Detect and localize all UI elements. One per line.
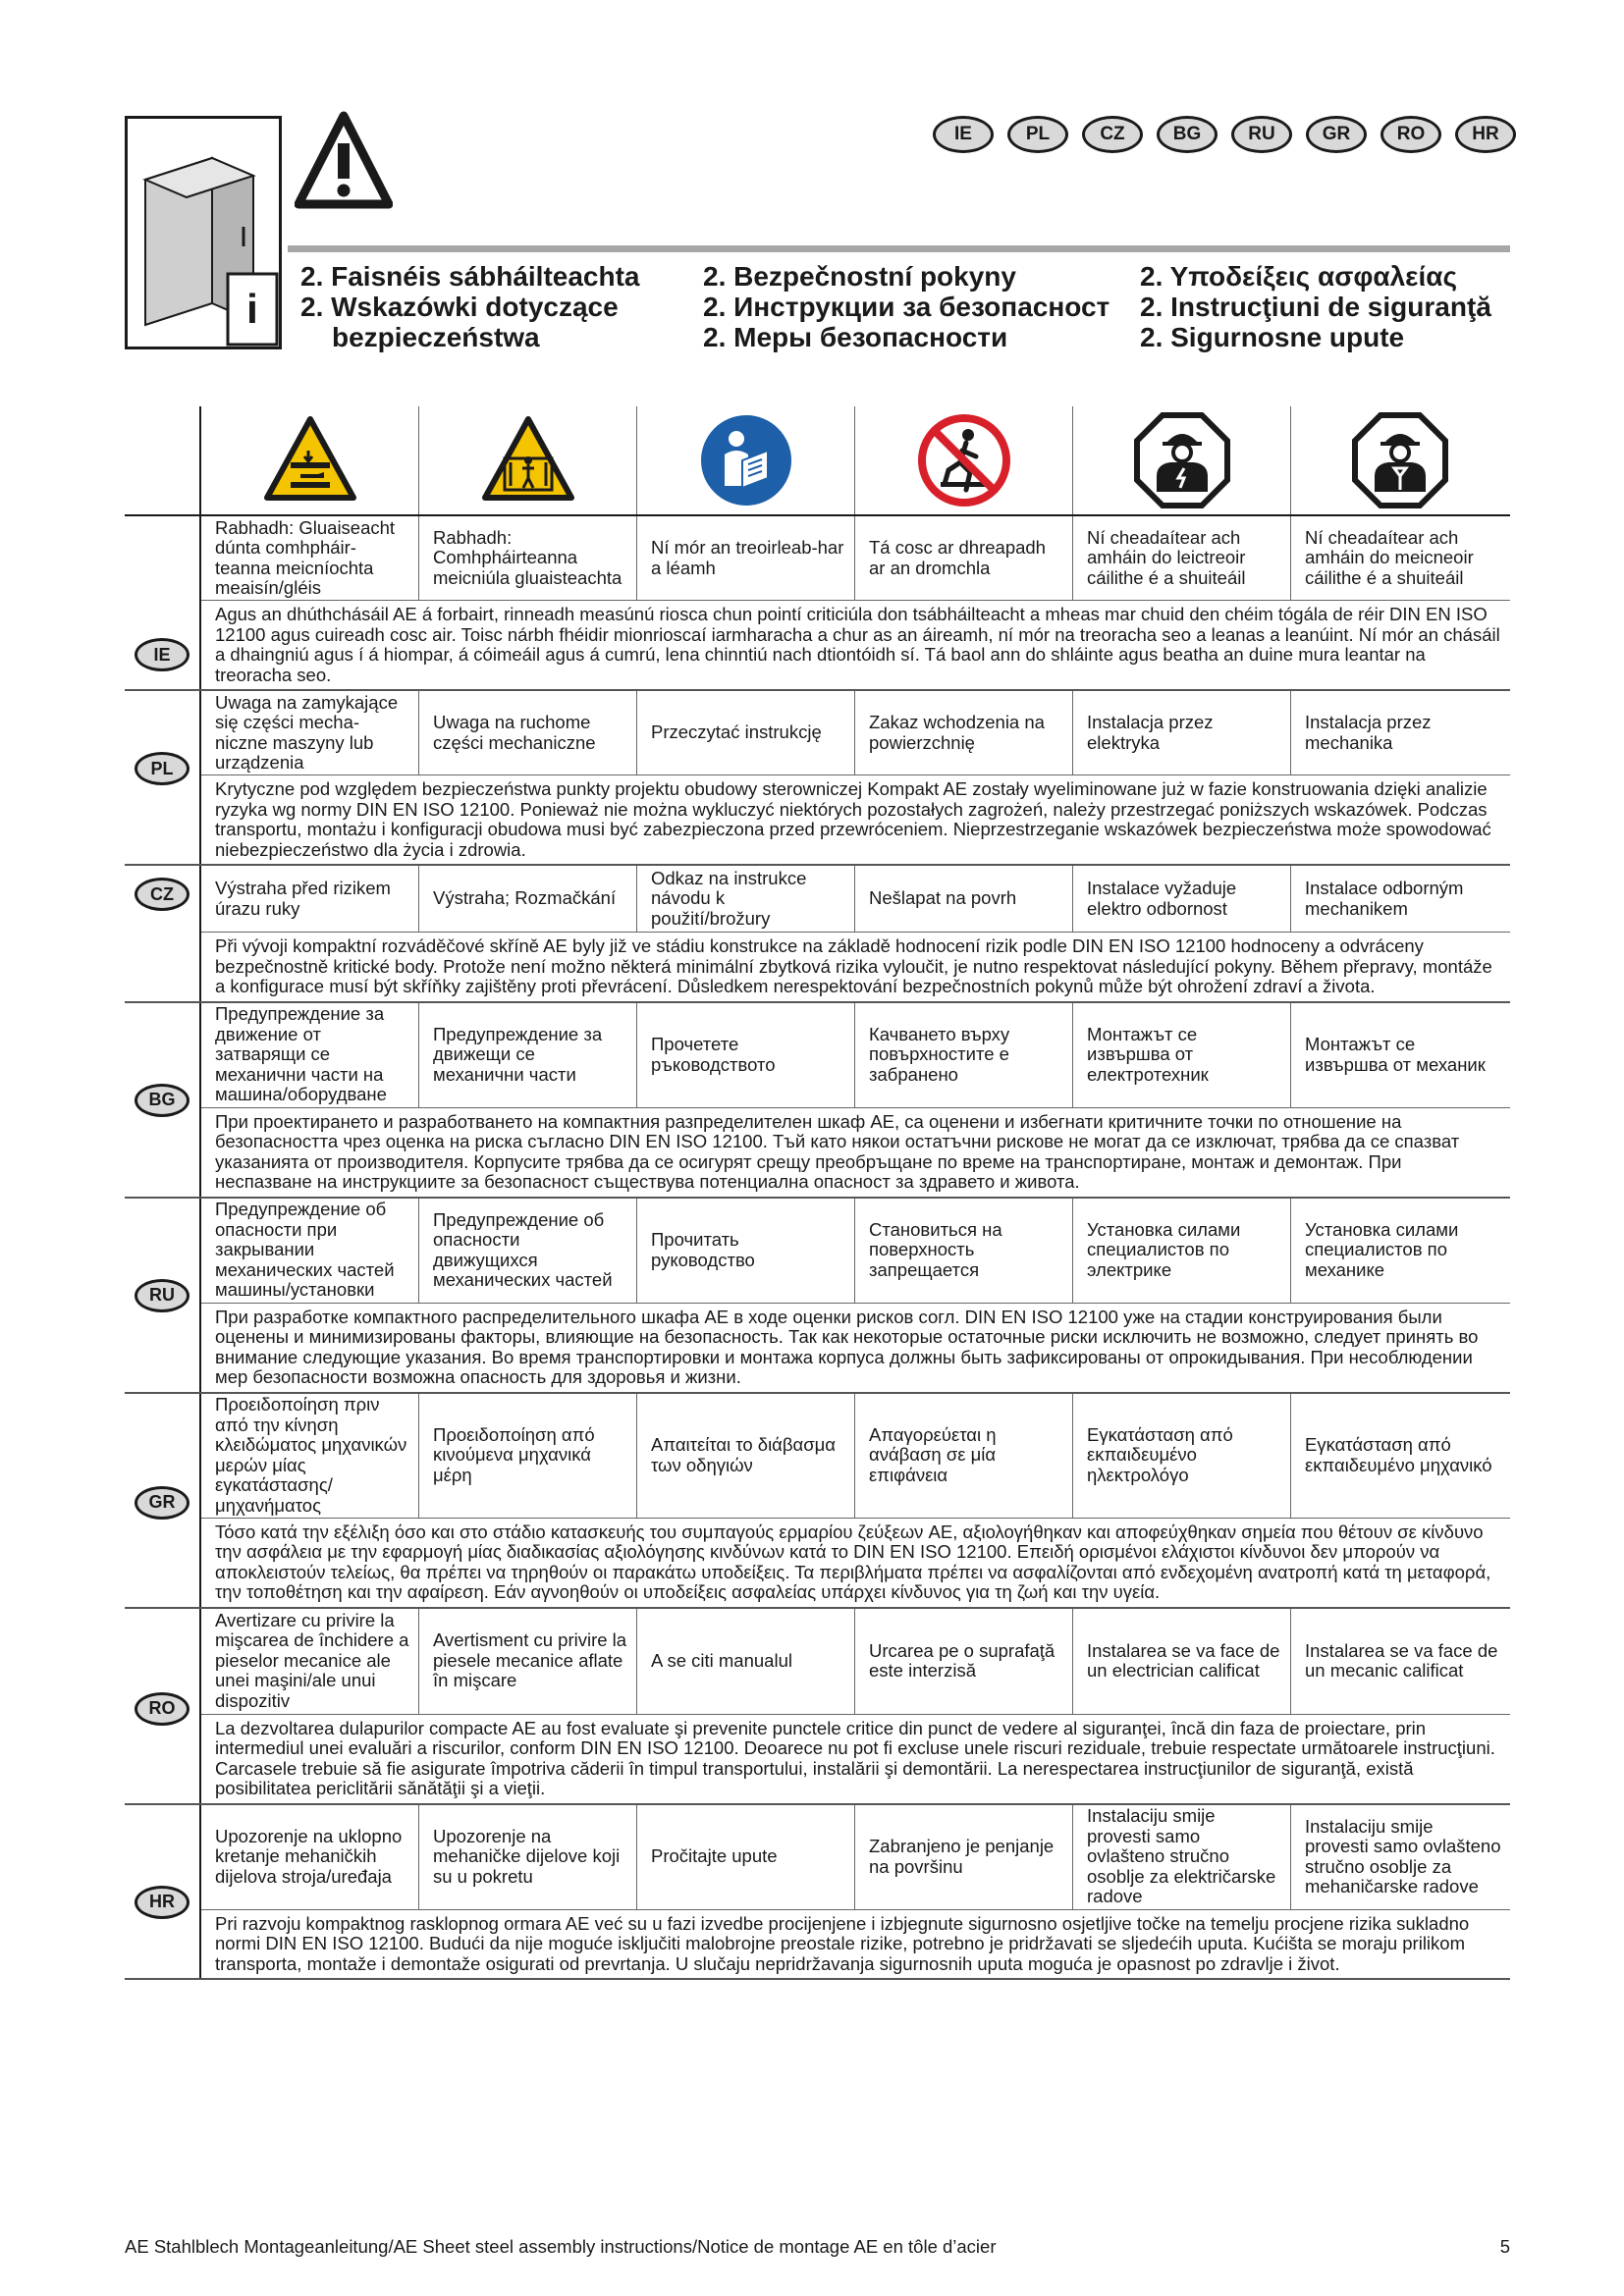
general-warning-icon <box>295 110 393 218</box>
section-title: 2. Инструкции за безопасност <box>703 292 1110 322</box>
language-block-gr <box>125 1394 1510 1609</box>
language-badge: RU <box>135 1279 189 1312</box>
hazard-label: Предупреждение об опасности при закрывании механических частей машины/установки <box>201 1199 419 1303</box>
header-divider <box>288 245 1510 252</box>
section-title: bezpieczeństwa <box>332 322 540 352</box>
language-badge: CZ <box>135 878 189 911</box>
hazard-label: Απαγορεύεται η ανάβαση σε μία επιφάνεια <box>855 1394 1073 1518</box>
cabinet-icon <box>128 119 279 347</box>
hazard-label: Instalace vyžaduje elektro odbornost <box>1073 866 1291 932</box>
safety-description: Při vývoji kompaktní rozváděčové skříně AE byly již ve stádiu konstrukce na základě hodnocení rizik podle DIN EN ISO 12100 hodnoceny a odvráceny bezpečnostně kritické body. Protože není možno některá minimální zbytková rizika vyloučit, je nutno respektovat následující pokyny. Během přepravy, montáže a konfigurace musí být skříňky zajištěny proti převrácení. Důsledkem nerespektování bezpečnostních pokynů může být ohrožení zdraví a života. <box>215 935 1492 996</box>
read-manual-icon <box>697 411 795 509</box>
hazard-label: Upozorenje na mehaničke dijelove koji su u pokretu <box>419 1805 637 1909</box>
language-badge: IE <box>933 116 994 153</box>
section-title: 2. Faisnéis sábháilteachta <box>300 261 640 292</box>
hazard-label: Uwaga na zamykające się części mecha-niczne maszyny lub urządzenia <box>201 691 419 774</box>
hazard-label: Предупреждение об опасности движущихся механических частей <box>419 1199 637 1303</box>
hazard-label: Upozorenje na uklopno kretanje mehaničkih dijelova stroja/uređaja <box>201 1805 419 1909</box>
language-badge: RO <box>1380 116 1441 153</box>
no-climbing-icon <box>915 411 1013 509</box>
hazard-label: Прочитать руководство <box>637 1199 855 1303</box>
safety-description: Pri razvoju kompaktnog rasklopnog ormara AE već su u fazi izvedbe procijenjene i izbjegnute sigurnosno osjetljive točke na temelju procjene rizika sukladno normi DIN EN ISO 12100. Budući da nije moguće isključiti malobrojne preostale rizike, potrebno je pridržavati se sljedećih uputa. Kućišta se moraju prilikom transporta, montaže i demontaže osigurati od prevrtanja. U slučaju nepridržavanja sigurnosnih uputa moguća je opasnost po zdravlje i život. <box>215 1912 1470 1974</box>
hazard-label: Tá cosc ar dhreapadh ar an dromchla <box>855 516 1073 600</box>
hazard-label: Avertisment cu privire la piesele mecanice aflate în mişcare <box>419 1609 637 1714</box>
section-title: 2. Wskazówki dotyczące <box>300 292 619 322</box>
section-title: 2. Bezpečnostní pokyny <box>703 261 1016 292</box>
language-badge: PL <box>1007 116 1068 153</box>
hazard-label: Προειδοποίηση από κινούμενα μηχανικά μέρη <box>419 1394 637 1518</box>
hazard-label: Instalacja przez mechanika <box>1305 712 1432 753</box>
moving-parts-warning-icon <box>479 411 577 509</box>
hazard-label: Απαιτείται το διάβασμα των οδηγιών <box>637 1394 855 1518</box>
safety-description: При разработке компактного распределительного шкафа AE в ходе оценки рисков согл. DIN EN ISO 12100 уже на стадии конструирования были оценены и минимизированы факторы, влияющие на безопасность. Так как некоторые остаточные риски исключить не возможно, следует принять во внимание следующие указания. Во время транспортировки и монтажа корпуса должны быть зафиксированы от опрокидывания. При несоблюдении мер безопасности возможна опасность для здоровья и жизни. <box>215 1306 1479 1387</box>
language-block-hr <box>125 1805 1510 1981</box>
language-badge: GR <box>1306 116 1367 153</box>
hazard-label: A se citi manualul <box>637 1609 855 1714</box>
hazard-label: Предупреждение за движещи се механични части <box>419 1003 637 1107</box>
safety-table <box>125 406 1510 1980</box>
hazard-label: Установка силами специалистов по механике <box>1305 1218 1459 1280</box>
hazard-label: Ní cheadaítear ach amháin do meicneoir cáilithe é a shuiteáil <box>1305 526 1474 588</box>
hand-crush-warning-icon <box>261 411 359 509</box>
hazard-label: Instalace odborným mechanikem <box>1305 878 1464 919</box>
language-badge: HR <box>1455 116 1516 153</box>
hazard-label: Urcarea pe o suprafaţă este interzisă <box>855 1609 1073 1714</box>
safety-description: Agus an dhúthchásáil AE á forbairt, rinneadh measúnú riosca chun pointí criticiúla don tsábháilteacht a mheas mar chuid den chéim tógála de réir DIN EN ISO 12100 agus cuireadh cosc air. Toisc nárbh fhéidir mionrioscaí iarmharacha a chur as an áireamh, ní mór na treoracha seo a leanas a leanúint. Ní mór an chásáil a dhaingniú agus í á hiompar, á cóimeáil agus á cumrú, lena chinntiú nach dtiontóidh sí. Tá baol ann do shláinte agus beatha an duine mura leantar na treoracha seo. <box>215 604 1500 685</box>
section-title: 2. Sigurnosne upute <box>1140 322 1405 352</box>
hazard-label: Ní cheadaítear ach amháin do leictreoir cáilithe é a shuiteáil <box>1073 516 1291 600</box>
hazard-label: Instalarea se va face de un electrician calificat <box>1073 1609 1291 1714</box>
hazard-label: Instalaciju smije provesti samo ovlašteno stručno osoblje za mehaničarske radove <box>1305 1815 1501 1896</box>
hazard-label: Instalaciju smije provesti samo ovlašteno stručno osoblje za električarske radove <box>1073 1805 1291 1909</box>
hazard-label: Avertizare cu privire la mişcarea de închidere a pieselor mecanice ale unei maşini/ale unui dispozitiv <box>201 1609 419 1714</box>
hazard-label: Pročitajte upute <box>637 1805 855 1909</box>
language-badge: GR <box>135 1486 189 1520</box>
hazard-label: Zakaz wchodzenia na powierzchnię <box>855 691 1073 774</box>
page-footer <box>125 2236 1510 2258</box>
cabinet-pictogram <box>125 116 282 349</box>
language-badge: RO <box>135 1692 189 1726</box>
hazard-label: Výstraha před rizikem úrazu ruky <box>201 866 419 932</box>
hazard-label: Przeczytać instrukcję <box>637 691 855 774</box>
language-badges <box>933 116 1516 153</box>
hazard-label: Nešlapat na povrh <box>855 866 1073 932</box>
info-glyph: i <box>246 286 258 332</box>
mechanic-icon <box>1351 411 1449 509</box>
pictogram-row <box>125 406 1510 516</box>
safety-description: La dezvoltarea dulapurilor compacte AE au fost evaluate şi prevenite punctele critice din punct de vedere al siguranţei, încă din faza de proiectare, prin intermediul unei evaluări a riscurilor, conform DIN EN ISO 12100. Deoarece nu pot fi excluse unele riscuri reziduale, trebuie respectate următoarele instrucţiuni. Carcasele trebuie să fie asigurate împotriva căderii în timpul transportului, instalării şi demontării. La nerespectarea instrucţiunilor de siguranţă, există posibilitatea periclitării sănătăţii şi a vieţii. <box>215 1717 1495 1798</box>
hazard-label: Монтажът се извършва от механик <box>1305 1034 1486 1075</box>
language-badge: BG <box>135 1084 189 1117</box>
language-block-bg <box>125 1003 1510 1199</box>
section-title-group <box>300 261 640 352</box>
language-block-pl <box>125 691 1510 866</box>
safety-description: Krytyczne pod względem bezpieczeństwa punkty projektu obudowy sterowniczej Kompakt AE zostały wyeliminowane już w fazie konstruowania dzięki analizie ryzyka wg normy DIN EN ISO 12100. Ponieważ nie można wykluczyć niektórych pozostałych zagrożeń, należy przestrzegać poniższych wskazówek. Podczas transportu, montażu i konfiguracji obudowa musi być zabezpieczona przed przewróceniem. Nieprzestrzeganie wskazówek bezpieczeństwa może spowodować niebezpieczeństwo dla życia i zdrowia. <box>215 778 1491 860</box>
hazard-label: Прочетете ръководството <box>637 1003 855 1107</box>
language-block-ie <box>125 516 1510 691</box>
footer-text: AE Stahlblech Montageanleitung/AE Sheet steel assembly instructions/Notice de montage AE en tôle d’acier <box>125 2236 997 2257</box>
hazard-label: Προειδοποίηση πριν από την κίνηση κλειδώματος μηχανικών μερών μίας εγκατάστασης/ μηχανήματος <box>201 1394 419 1518</box>
section-title-group <box>1140 261 1491 352</box>
language-badge: HR <box>135 1886 189 1919</box>
electrician-icon <box>1133 411 1231 509</box>
hazard-label: Монтажът се извършва от електротехник <box>1073 1003 1291 1107</box>
hazard-label: Ní mór an treoirleab-har a léamh <box>637 516 855 600</box>
hazard-label: Предупреждение за движение от затварящи се механични части на машина/оборудване <box>201 1003 419 1107</box>
hazard-label: Instalarea se va face de un mecanic calificat <box>1305 1639 1498 1681</box>
language-badge: CZ <box>1082 116 1143 153</box>
hazard-label: Výstraha; Rozmačkání <box>419 866 637 932</box>
hazard-label: Εγκατάσταση από εκπαιδευμένο μηχανικό <box>1305 1434 1492 1475</box>
language-badge: BG <box>1157 116 1218 153</box>
hazard-label: Rabhadh: Gluaiseacht dúnta comhpháir-teanna meicníochta meaisín/gléis <box>201 516 419 600</box>
safety-description: При проектирането и разработването на компактния разпределителен шкаф AE, са оценени и избегнати критичните точки по отношение на безопасността чрез оценка на риска съгласно DIN EN ISO 12100. Тъй като някои остатъчни рискове не могат да се изключат, трябва да се спазват указанията от производителя. Корпусите трябва да се осигурят срещу преобръщане по време на транспортиране, монтаж и демонтаж. При неспазване на инструкциите за безопасност съществува потенциална опасност за здравето и живота. <box>215 1110 1460 1192</box>
hazard-label: Εγκατάσταση από εκπαιδευμένο ηλεκτρολόγο <box>1073 1394 1291 1518</box>
hazard-label: Zabranjeno je penjanje na površinu <box>855 1805 1073 1909</box>
language-badge: IE <box>135 638 189 671</box>
language-block-ru <box>125 1199 1510 1394</box>
hazard-label: Установка силами специалистов по электрике <box>1073 1199 1291 1303</box>
safety-description: Τόσο κατά την εξέλιξη όσο και στο στάδιο κατασκευής του συμπαγούς ερμαρίου ζεύξεων AE, αξιολογήθηκαν και αποφεύχθηκαν σημεία που θέτουν σε κίνδυνο την ασφάλεια με την εφαρμογή μίας διαδικασίας αξιολόγησης κινδύνων κατά το DIN EN ISO 12100. Επειδή ορισμένοι ελάχιστοι κίνδυνοι δεν μπορούν να αποκλειστούν τελείως, θα πρέπει να τηρηθούν οι παρακάτω υποδείξεις. Τα περιβλήματα πρέπει να ασφαλίζονται από ενδεχομένη ανατροπή κατά τη μεταφορά, την τοποθέτηση και την αφαίρεση. Εάν αγνοηθούν οι υποδείξεις ασφαλείας υπάρχει κίνδυνος για τη ζωή και την υγεία. <box>215 1521 1491 1602</box>
hazard-label: Uwaga na ruchome części mechaniczne <box>419 691 637 774</box>
language-badge: RU <box>1231 116 1292 153</box>
hazard-label: Rabhadh: Comhpháirteanna meicniúla gluaisteachta <box>419 516 637 600</box>
page-number: 5 <box>1499 2236 1510 2257</box>
hazard-label: Качването върху повърхностите е забранено <box>855 1003 1073 1107</box>
language-block-ro <box>125 1609 1510 1805</box>
section-title-group <box>703 261 1110 352</box>
section-title: 2. Меры безопасности <box>703 322 1008 352</box>
language-badge: PL <box>135 752 189 785</box>
language-block-cz <box>125 866 1510 1003</box>
hazard-label: Instalacja przez elektryka <box>1073 691 1291 774</box>
section-title: 2. Instrucţiuni de siguranţă <box>1140 292 1491 322</box>
hazard-label: Становиться на поверхность запрещается <box>855 1199 1073 1303</box>
section-title: 2. Υποδείξεις ασφαλείας <box>1140 261 1458 292</box>
hazard-label: Odkaz na instrukce návodu k použití/brožury <box>637 866 855 932</box>
